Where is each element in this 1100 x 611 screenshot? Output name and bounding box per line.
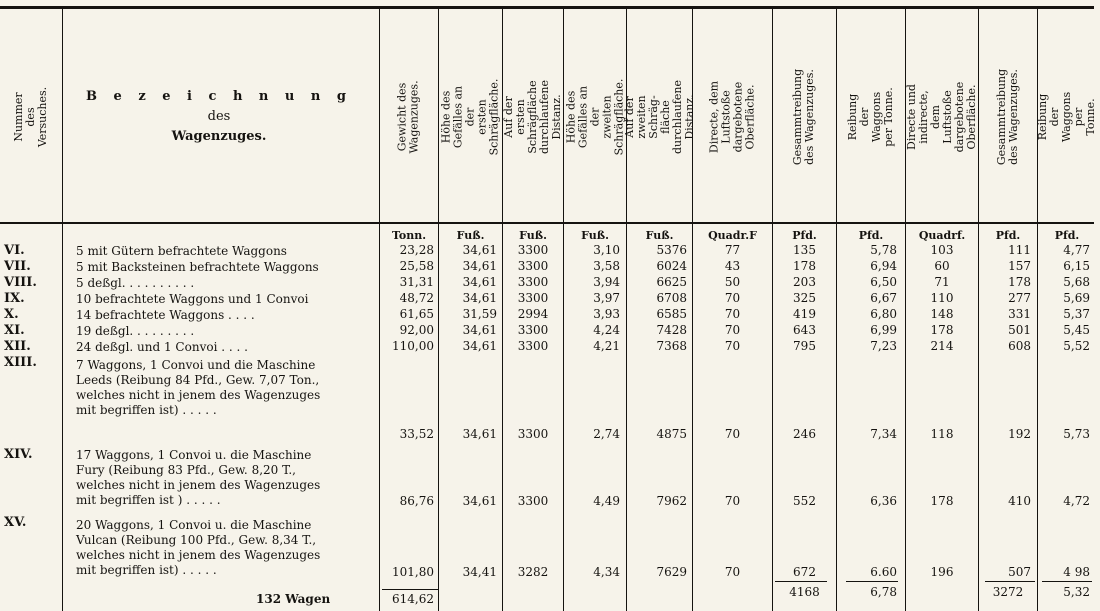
cell-hoehe2: 2,74: [593, 427, 620, 441]
cell-indirecte: 71: [934, 275, 950, 289]
cell-gewicht: 61,65: [399, 307, 434, 321]
cell-gesamt1: 795: [793, 339, 816, 353]
row-description: 10 befrachtete Waggons und 1 Convoi: [76, 292, 309, 306]
cell-gesamt1: 419: [793, 307, 816, 321]
cell-directe: 70: [724, 291, 741, 305]
cell-hoehe1: 34,61: [462, 243, 497, 257]
row-description: 14 befrachtete Waggons . . . .: [76, 308, 255, 322]
cell-hoehe2: 3,97: [593, 291, 620, 305]
cell-distanz1: 3300: [517, 243, 549, 257]
row-description: 7 Waggons, 1 Convoi und die Maschine Leeds (Reibung 84 Pfd., Gew. 7,07 Ton., welches nicht in jenem des Wagenzuges mit begriffen ist) . . . . .: [76, 358, 321, 417]
cell-hoehe2: 4,49: [593, 494, 620, 508]
cell-reibung2: 5,69: [1063, 291, 1090, 305]
row-description: 5 mit Gütern befrachtete Waggons: [76, 244, 287, 258]
cell-reibung1: 6,50: [870, 275, 897, 289]
header-directe: Directe, dem Luftstoße dargebotene Oberfläche.: [707, 80, 757, 154]
cell-distanz2: 7962: [656, 494, 687, 508]
row-number: XV.: [4, 515, 27, 530]
cell-gesamt2: 157: [1008, 259, 1031, 273]
cell-hoehe1: 34,61: [462, 339, 497, 353]
header-bezeichnung-line2: des: [207, 109, 231, 124]
total-reibung2: 5,32: [1063, 585, 1090, 599]
sum-rule-reibung2: [1042, 581, 1092, 582]
row-number: XI.: [4, 323, 25, 338]
cell-directe: 77: [724, 243, 741, 257]
row-number: VIII.: [4, 275, 37, 290]
header-gewicht: Gewicht des Wagenzuges.: [396, 80, 422, 154]
cell-indirecte: 214: [930, 339, 954, 353]
cell-distanz2: 6024: [656, 259, 687, 273]
row-number: IX.: [4, 291, 25, 306]
header-hoehe2: Höhe des Gefälles an der zweiten Schrägfläche.: [564, 78, 626, 156]
row-number: X.: [4, 307, 19, 322]
total-reibung1: 6,78: [870, 585, 897, 599]
cell-gewicht: 33,52: [399, 427, 434, 441]
cell-gesamt2: 192: [1008, 427, 1031, 441]
col-divider: [62, 8, 63, 611]
cell-reibung2: 5,52: [1063, 339, 1090, 353]
cell-distanz2: 7368: [656, 339, 687, 353]
cell-reibung1: 6,67: [870, 291, 897, 305]
cell-indirecte: 110: [930, 291, 954, 305]
cell-distanz2: 7629: [656, 565, 687, 579]
cell-directe: 70: [724, 307, 741, 321]
cell-distanz2: 7428: [656, 323, 687, 337]
sum-rule-gesamt2: [985, 581, 1035, 582]
header-bezeichnung-line3: Wagenzuges.: [171, 129, 267, 144]
cell-indirecte: 178: [930, 494, 954, 508]
cell-distanz1: 3300: [517, 339, 549, 353]
cell-hoehe2: 3,93: [593, 307, 620, 321]
header-rule: [0, 222, 1094, 224]
cell-reibung2: 4,77: [1063, 243, 1090, 257]
cell-reibung1: 5,78: [870, 243, 897, 257]
cell-directe: 50: [724, 275, 741, 289]
cell-directe: 43: [724, 259, 741, 273]
header-gesamt2: Gesammtreibung des Wagenzuges.: [995, 68, 1021, 166]
cell-reibung1: 6.60: [870, 565, 897, 579]
cell-hoehe1: 34,61: [462, 259, 497, 273]
cell-distanz1: 3300: [517, 259, 549, 273]
cell-distanz1: 3300: [517, 275, 549, 289]
cell-hoehe1: 34,61: [462, 275, 497, 289]
header-indirecte: Directe und indirecte, dem Luftstoße dargebotene Oberfläche.: [905, 81, 978, 153]
cell-reibung2: 5,45: [1063, 323, 1090, 337]
row-description: 5 mit Backsteinen befrachtete Waggons: [76, 260, 319, 274]
cell-reibung2: 6,15: [1063, 259, 1090, 273]
cell-reibung2: 4 98: [1063, 565, 1090, 579]
header-gesamt1: Gesammtreibung des Wagenzuges.: [791, 68, 817, 166]
cell-reibung2: 4,72: [1063, 494, 1090, 508]
cell-reibung1: 6,80: [870, 307, 897, 321]
cell-gesamt1: 325: [793, 291, 816, 305]
header-nummer: Nummer des Versuches.: [12, 86, 49, 148]
cell-directe: 70: [724, 427, 741, 441]
header-hoehe1: Höhe des Gefälles an der ersten Schrägfläche.: [439, 78, 501, 156]
unit-distanz1: Fuß.: [519, 229, 547, 242]
row-description: 24 deßgl. und 1 Convoi . . . .: [76, 340, 248, 354]
cell-hoehe2: 3,58: [593, 259, 620, 273]
cell-gesamt2: 111: [1008, 243, 1031, 257]
cell-gesamt2: 608: [1008, 339, 1031, 353]
cell-distanz2: 6625: [656, 275, 687, 289]
cell-gesamt2: 178: [1008, 275, 1031, 289]
cell-hoehe1: 34,61: [462, 291, 497, 305]
cell-indirecte: 178: [930, 323, 954, 337]
cell-distanz1: 3300: [517, 291, 549, 305]
cell-gesamt2: 331: [1008, 307, 1031, 321]
cell-directe: 70: [724, 339, 741, 353]
total-gewicht: 614,62: [392, 592, 434, 606]
cell-gesamt2: 507: [1008, 565, 1031, 579]
total-gesamt2: 3272: [992, 585, 1024, 599]
cell-reibung2: 5,68: [1063, 275, 1090, 289]
cell-gesamt1: 178: [793, 259, 816, 273]
cell-hoehe2: 3,10: [593, 243, 620, 257]
cell-gewicht: 48,72: [399, 291, 434, 305]
cell-indirecte: 196: [930, 565, 954, 579]
header-reibung1: Reibung der Waggons per Tonne.: [846, 87, 895, 147]
cell-gesamt1: 203: [793, 275, 816, 289]
unit-gewicht: Tonn.: [391, 229, 427, 242]
row-number: VII.: [4, 259, 31, 274]
cell-reibung1: 6,99: [870, 323, 897, 337]
row-number: XII.: [4, 339, 31, 354]
row-number: XIV.: [4, 447, 33, 462]
cell-hoehe2: 4,21: [593, 339, 620, 353]
header-bezeichnung-line1: B e z e i c h n u n g: [86, 89, 352, 104]
cell-hoehe1: 34,61: [462, 427, 497, 441]
cell-distanz2: 5376: [656, 243, 687, 257]
cell-hoehe2: 4,24: [593, 323, 620, 337]
cell-gewicht: 86,76: [399, 494, 434, 508]
cell-gewicht: 23,28: [399, 243, 434, 257]
cell-hoehe1: 34,61: [462, 323, 497, 337]
top-rule: [0, 6, 1094, 9]
cell-distanz2: 4875: [656, 427, 687, 441]
cell-distanz1: 2994: [517, 307, 549, 321]
cell-gewicht: 101,80: [392, 565, 434, 579]
row-description: 5 deßgl. . . . . . . . . .: [76, 276, 195, 290]
header-distanz2: Auf der zweiten Schräg- fläche durchlaufene Distanz.: [622, 80, 696, 154]
cell-gesamt2: 501: [1008, 323, 1031, 337]
cell-indirecte: 103: [930, 243, 954, 257]
cell-gesamt1: 672: [793, 565, 816, 579]
unit-distanz2: Fuß.: [645, 229, 674, 242]
sum-rule-reibung1: [846, 581, 898, 582]
cell-reibung1: 7,34: [870, 427, 897, 441]
header-bezeichnung: [64, 14, 374, 220]
cell-distanz2: 6585: [656, 307, 687, 321]
cell-reibung1: 7,23: [870, 339, 897, 353]
row-description: 19 deßgl. . . . . . . . .: [76, 324, 195, 338]
row-description: 20 Waggons, 1 Convoi u. die Maschine Vulcan (Reibung 100 Pfd., Gew. 8,34 T., welches nicht in jenem des Wagenzuges mit begriffen ist) . . . . .: [76, 518, 321, 577]
cell-reibung1: 6,94: [870, 259, 897, 273]
row-number: VI.: [4, 243, 25, 258]
cell-gesamt1: 552: [793, 494, 816, 508]
total-gesamt1: 4168: [789, 585, 820, 599]
total-label: 132 Wagen: [256, 592, 331, 606]
cell-directe: 70: [724, 565, 741, 579]
cell-hoehe1: 31,59: [462, 307, 497, 321]
unit-hoehe1: Fuß.: [456, 229, 485, 242]
cell-indirecte: 148: [930, 307, 954, 321]
row-number: XIII.: [4, 355, 37, 370]
unit-gesamt2: Pfd.: [995, 229, 1021, 242]
unit-gesamt1: Pfd.: [792, 229, 817, 242]
cell-distanz1: 3300: [517, 323, 549, 337]
header-reibung2: Reibung der Waggons per Tonne.: [1036, 91, 1097, 143]
unit-reibung1: Pfd.: [858, 229, 884, 242]
cell-distanz1: 3282: [517, 565, 549, 579]
sum-rule-gewicht: [382, 589, 438, 590]
cell-reibung2: 5,73: [1063, 427, 1090, 441]
cell-gesamt1: 135: [793, 243, 816, 257]
header-distanz1: Auf der ersten Schrägfläche durchlaufene Distanz.: [502, 80, 563, 154]
cell-hoehe2: 3,94: [593, 275, 620, 289]
unit-reibung2: Pfd.: [1054, 229, 1080, 242]
cell-gesamt1: 246: [793, 427, 816, 441]
row-description: 17 Waggons, 1 Convoi u. die Maschine Fury (Reibung 83 Pfd., Gew. 8,20 T., welches nicht in jenem des Wagenzuges mit begriffen ist ) . . . . .: [76, 448, 321, 507]
cell-gesamt2: 277: [1008, 291, 1031, 305]
cell-hoehe2: 4,34: [593, 565, 620, 579]
cell-gesamt2: 410: [1008, 494, 1031, 508]
cell-gewicht: 110,00: [392, 339, 434, 353]
cell-distanz1: 3300: [517, 494, 549, 508]
cell-directe: 70: [724, 323, 741, 337]
cell-hoehe1: 34,41: [462, 565, 497, 579]
cell-gewicht: 25,58: [399, 259, 434, 273]
cell-gewicht: 31,31: [399, 275, 434, 289]
cell-directe: 70: [724, 494, 741, 508]
cell-distanz1: 3300: [517, 427, 549, 441]
cell-reibung2: 5,37: [1063, 307, 1090, 321]
cell-reibung1: 6,36: [870, 494, 897, 508]
cell-hoehe1: 34,61: [462, 494, 497, 508]
cell-gesamt1: 643: [793, 323, 816, 337]
sum-rule-gesamt1: [775, 581, 827, 582]
unit-directe: Quadr.F: [708, 229, 757, 242]
cell-distanz2: 6708: [656, 291, 687, 305]
unit-hoehe2: Fuß.: [581, 229, 609, 242]
cell-indirecte: 118: [930, 427, 954, 441]
unit-indirecte: Quadrf.: [918, 229, 966, 242]
cell-gewicht: 92,00: [399, 323, 434, 337]
cell-indirecte: 60: [934, 259, 950, 273]
